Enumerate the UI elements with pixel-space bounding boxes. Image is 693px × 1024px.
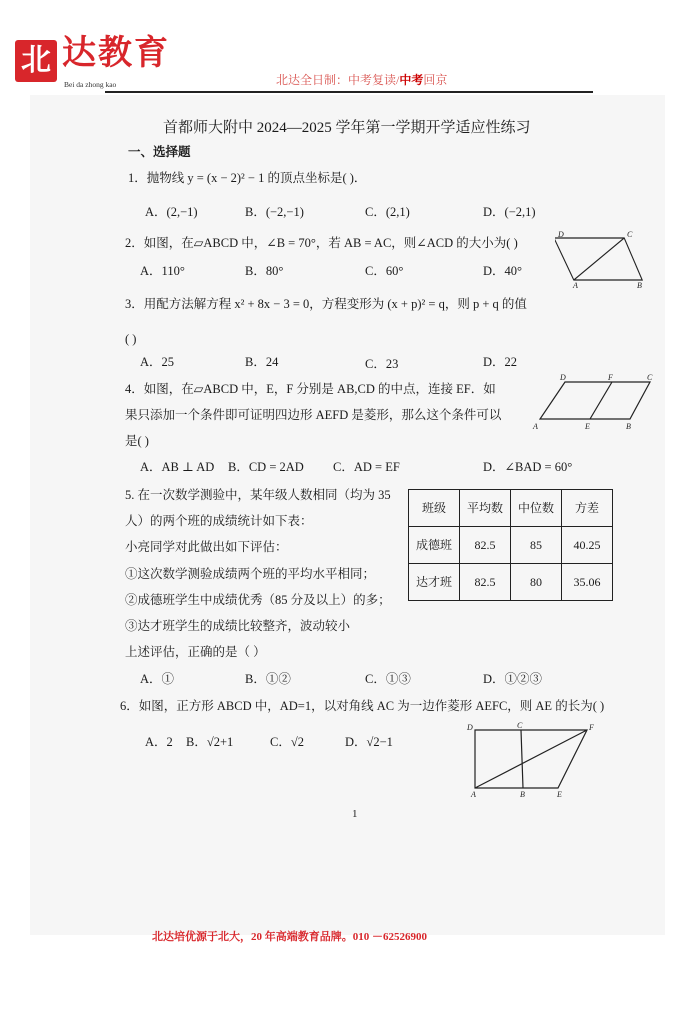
section-heading: 一、选择题 [128,145,191,159]
table-cell: 40.25 [562,527,613,564]
q2-label-d: D [558,230,564,239]
logo-text: 达教育 [62,35,170,72]
slogan-tail: 回京 [423,73,448,87]
footer-slogan: 北达培优源于北大，20 年高端教育品牌。010 －62526900 [152,931,427,943]
q3-option-a: A．25 [140,355,175,369]
q6-figure-lines [475,730,587,788]
q5-line-4: ①这次数学测验成绩两个班的平均水平相同； [125,567,376,581]
q4-label-d: D [560,373,566,382]
q6-label-e: E [557,790,562,798]
q2-label-b: B [637,281,642,290]
q6-option-a: A．2 [145,735,173,749]
table-cell: 35.06 [562,564,613,601]
q5-option-c: C．①③ [365,672,411,686]
table-cell: 82.5 [460,564,511,601]
q2-figure-lines [555,238,642,280]
q4-figure-lines [540,382,650,419]
q4-option-a: A．AB ⊥ AD [140,460,215,474]
table-cell: 85 [511,527,562,564]
q6-label-c: C [517,721,523,730]
table-cell: 82.5 [460,527,511,564]
logo-subtitle: Bei da zhong kao [64,80,117,89]
q2-stem: 2．如图，在▱ABCD 中，∠B = 70°，若 AB = AC，则∠ACD 的大小为( ) [125,236,518,250]
q6-square-rhombus-figure [465,720,605,798]
q4-line-1: 4．如图，在▱ABCD 中，E，F 分别是 AB,CD 的中点，连接 EF．如 [125,382,496,396]
q4-label-a: A [533,422,538,431]
q6-stem: 6．如图，正方形 ABCD 中，AD=1，以对角线 AC 为一边作菱形 AEFC，则 AE 的长为( ) [120,699,605,713]
q5-line-1: 5. 在一次数学测验中，某年级人数相同（均为 35 [125,488,391,502]
q1-option-d: D．(−2,1) [483,205,536,219]
q3-stem: 3．用配方法解方程 x² + 8x − 3 = 0，方程变形为 (x + p)² = q，则 p + q 的值 [125,297,527,311]
q5-line-2: 人）的两个班的成绩统计如下表： [125,514,313,528]
q2-label-c: C [627,230,633,239]
q3-blank: ( ) [125,332,137,346]
table-header-cell: 平均数 [460,490,511,527]
q1-option-a: A．(2,−1) [145,205,198,219]
q4-label-c: C [647,373,653,382]
q2-label-a: A [573,281,578,290]
q2-option-d: D．40° [483,264,523,278]
table-header-row [409,490,613,527]
q4-line-2: 果只添加一个条件即可证明四边形 AEFD 是菱形，那么这个条件可以 [125,408,502,422]
q4-line-3: 是( ) [125,434,149,448]
q1-stem: 1．抛物线 y = (x − 2)² − 1 的顶点坐标是( )． [128,171,367,185]
q2-option-a: A．110° [140,264,185,278]
q3-option-c: C．23 [365,357,399,371]
q5-stats-table [408,489,613,601]
q6-option-d: D．√2−1 [345,735,393,749]
table-cell: 80 [511,564,562,601]
q5-line-5: ②成德班学生中成绩优秀（85 分及以上）的多； [125,593,391,607]
q2-option-b: B．80° [245,264,284,278]
q3-option-d: D．22 [483,355,518,369]
table-cell: 达才班 [409,564,460,601]
q3-option-b: B．24 [245,355,279,369]
q6-label-a: A [471,790,476,798]
q2-option-c: C．60° [365,264,404,278]
q6-label-d: D [467,723,473,732]
q5-option-b: B．①② [245,672,291,686]
header-slogan [276,73,447,87]
q5-line-6: ③达才班学生的成绩比较整齐，波动较小 [125,619,351,633]
table-row [409,564,613,601]
q6-option-b: B．√2+1 [186,735,234,749]
q5-line-3: 小亮同学对此做出如下评估： [125,540,288,554]
q4-label-b: B [626,422,631,431]
header-rule [105,91,593,93]
q4-option-b: B．CD = 2AD [228,460,304,474]
q5-line-7: 上述评估，正确的是（ ） [125,645,266,659]
q4-parallelogram-figure [530,372,660,432]
table-header-cell: 方差 [562,490,613,527]
table-row [409,527,613,564]
q4-option-d: D．∠BAD = 60° [483,460,573,474]
q5-option-a: A．① [140,672,175,686]
q4-option-c: C．AD = EF [333,460,400,474]
q5-option-d: D．①②③ [483,672,543,686]
q1-option-b: B．(−2,−1) [245,205,304,219]
table-cell: 成德班 [409,527,460,564]
table-header-cell: 中位数 [511,490,562,527]
slogan-text: 北达全日制：中考复读/ [276,73,400,87]
logo-mark: 北 [15,40,57,82]
slogan-bold: 中考 [399,73,424,87]
q6-label-f: F [589,723,594,732]
q6-option-c: C．√2 [270,735,304,749]
q4-label-f: F [608,373,613,382]
exam-title: 首都师大附中 2024—2025 学年第一学期开学适应性练习 [163,120,531,136]
q1-option-c: C．(2,1) [365,205,410,219]
q6-label-b: B [520,790,525,798]
page-number: 1 [352,808,358,820]
q4-label-e: E [585,422,590,431]
table-header-cell: 班级 [409,490,460,527]
q2-parallelogram-figure [555,228,655,290]
